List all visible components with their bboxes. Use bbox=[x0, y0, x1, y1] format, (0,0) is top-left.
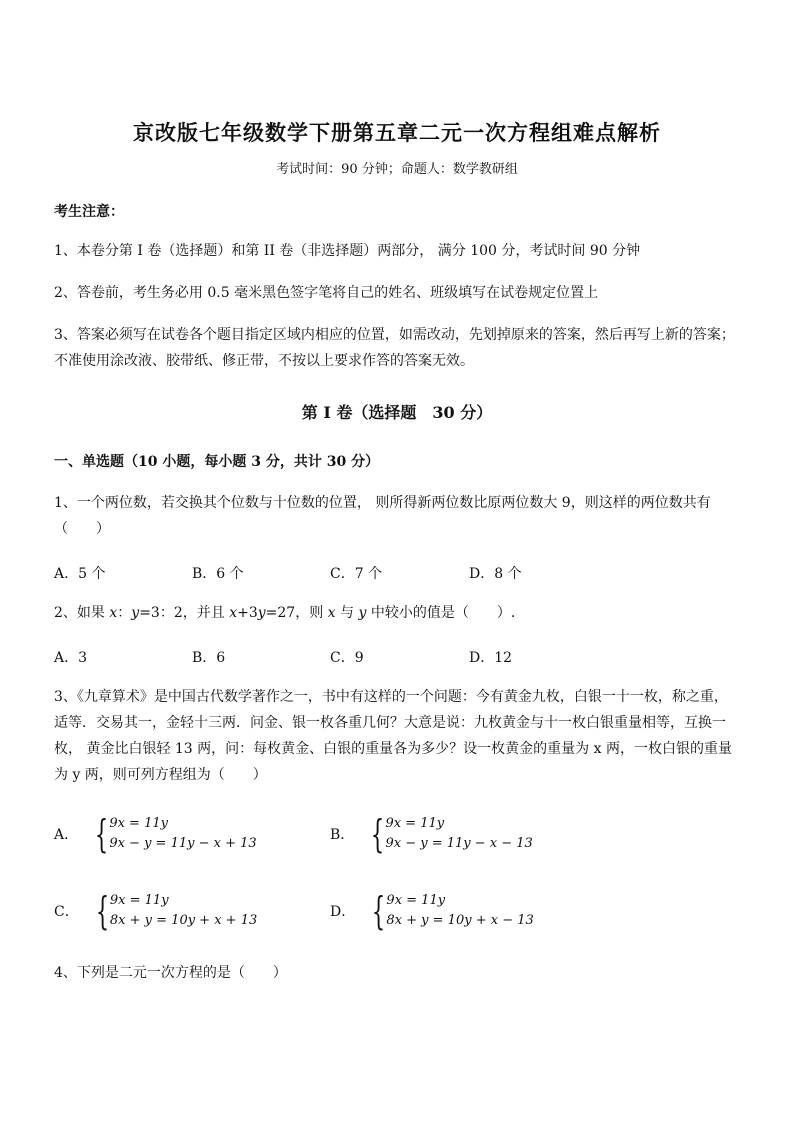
q2-option-a: A．3 bbox=[54, 650, 88, 666]
notice-item-3: 3、答案必须写在试卷各个题目指定区域内相应的位置，如需改动，先划掉原来的答案，然后再写上新的答案；不准使用涂改液、胶带纸、修正带，不按以上要求作答的答案无效。 bbox=[54, 327, 735, 369]
q2-option-b: B．6 bbox=[192, 650, 226, 666]
q3-option-a bbox=[54, 814, 257, 854]
q3-c-equation-2: 8x + y = 10y + x + 13 bbox=[109, 913, 258, 928]
q3-b-equation-1: 9x = 11y bbox=[385, 816, 445, 831]
q1-option-a: A．5 个 bbox=[54, 566, 106, 582]
q2-option-d: D．12 bbox=[469, 650, 513, 666]
brace-icon: { bbox=[95, 812, 109, 856]
q3-option-c-label: C． bbox=[54, 904, 79, 920]
notice-item-2: 2、答卷前，考生务必用 0.5 毫米黑色签字笔将自己的姓名、班级填写在试卷规定位置上 bbox=[54, 285, 599, 301]
q1-option-b: B．6 个 bbox=[192, 566, 244, 582]
q3-option-a-label: A． bbox=[54, 827, 79, 843]
q1-option-d: D．8 个 bbox=[469, 566, 522, 582]
section-title: 第 I 卷（选择题 30 分） bbox=[301, 403, 493, 422]
question-3-text: 3、《九章算术》是中国古代数学著作之一，书中有这样的一个问题：今有黄金九枚，白银一十一枚，称之重，适等．交易其一，金轻十三两．问金、银一枚各重几何？大意是说：九枚黄金与十一枚白银重量相等，互换一枚， 黄金比白银轻 13 两，问：每枚黄金、白银的重量各为多少？设一枚黄金的重量为 x 两，一枚白银的重量为 y 两，则可列方程组为（ ） bbox=[54, 689, 732, 783]
exam-subtitle: 考试时间：90 分钟；命题人：数学教研组 bbox=[276, 162, 518, 177]
notice-heading: 考生注意： bbox=[54, 204, 124, 220]
q3-a-equation-2: 9x − y = 11y − x + 13 bbox=[109, 836, 257, 851]
question-4-text: 4、下列是二元一次方程的是（ ） bbox=[54, 965, 287, 981]
brace-icon: { bbox=[372, 889, 386, 933]
question-1-text: 1、一个两位数，若交换其个位数与十位数的位置， 则所得新两位数比原两位数大 9，则这样的两位数共有（ ） bbox=[54, 495, 711, 537]
q3-option-b bbox=[330, 814, 533, 854]
notice-item-1: 1、本卷分第 I 卷（选择题）和第 II 卷（非选择题）两部分， 满分 100 分，考试时间 90 分钟 bbox=[54, 243, 641, 259]
q3-d-equation-1: 9x = 11y bbox=[386, 893, 446, 908]
brace-icon: { bbox=[95, 889, 109, 933]
q3-option-d bbox=[330, 891, 534, 931]
brace-icon: { bbox=[371, 812, 385, 856]
q3-a-equation-1: 9x = 11y bbox=[109, 816, 168, 831]
question-2-text: 2、如果 x：y=3：2，并且 x+3y=27，则 x 与 y 中较小的值是（ ）. bbox=[54, 605, 516, 621]
q1-option-c: C．7 个 bbox=[330, 566, 383, 582]
q3-c-equation-1: 9x = 11y bbox=[109, 893, 169, 908]
q3-option-b-label: B． bbox=[330, 827, 355, 843]
q3-option-c bbox=[54, 891, 257, 931]
q3-d-equation-2: 8x + y = 10y + x − 13 bbox=[386, 913, 534, 928]
q3-b-equation-2: 9x − y = 11y − x − 13 bbox=[385, 836, 533, 851]
q3-option-d-label: D． bbox=[330, 904, 356, 920]
page-title: 京改版七年级数学下册第五章二元一次方程组难点解析 bbox=[133, 120, 661, 145]
part-heading: 一、单选题（10 小题，每小题 3 分，共计 30 分） bbox=[54, 454, 380, 470]
q2-option-c: C．9 bbox=[330, 650, 364, 666]
